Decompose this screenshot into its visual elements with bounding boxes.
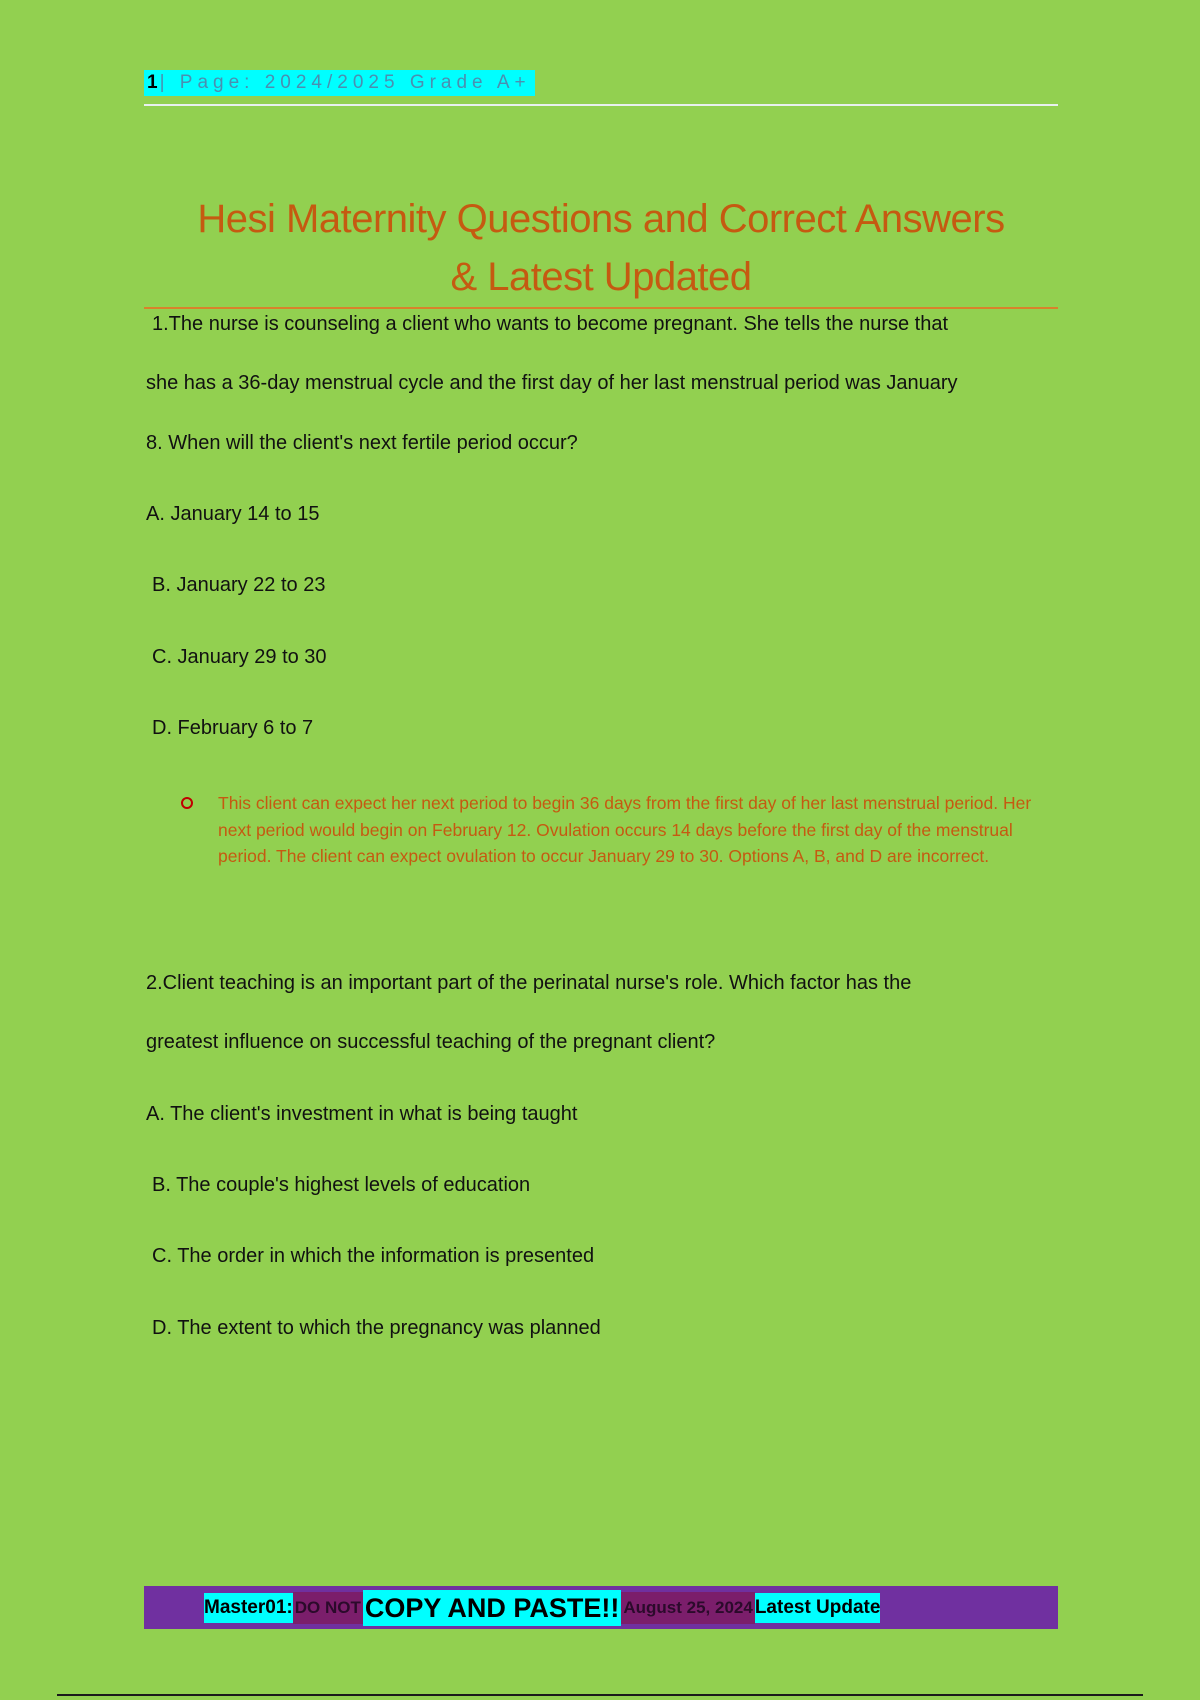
- q1-stem-line-3: 8. When will the client's next fertile period occur?: [146, 432, 578, 454]
- page-bottom-divider: [57, 1694, 1143, 1696]
- q1-rationale: This client can expect her next period to begin 36 days from the first day of her last menstrual period. Her next period would begin on February 12. Ovulation occurs 14 days before the first day of the menstrual period. The client can expect ovulation to occur January 29 to 30. Options A, B, and D are incorrect.: [218, 793, 1032, 866]
- page-header-text: | Page: 2024/2025 Grade A+: [159, 72, 531, 93]
- page-header: [144, 70, 535, 96]
- footer-author: Master01:: [204, 1593, 293, 1623]
- q2-option-b: B. The couple's highest levels of education: [152, 1174, 531, 1196]
- q1-option-d: D. February 6 to 7: [152, 717, 314, 739]
- footer-warning-do-not: DO NOT: [293, 1592, 363, 1624]
- q1-option-b: B. January 22 to 23: [152, 574, 326, 596]
- footer-date: August 25, 2024: [621, 1592, 754, 1624]
- header-divider: [144, 104, 1058, 106]
- document-title: [144, 190, 1058, 306]
- q1-stem-line-1: 1.The nurse is counseling a client who wants to become pregnant. She tells the nurse that: [152, 313, 949, 335]
- footer-banner: [144, 1586, 1058, 1629]
- q1-stem-line-2: she has a 36-day menstrual cycle and the first day of her last menstrual period was January: [146, 372, 958, 394]
- q2-stem-line-1: 2.Client teaching is an important part of the perinatal nurse's role. Which factor has the: [146, 972, 912, 994]
- bullet-icon: [181, 797, 193, 809]
- q1-option-c: C. January 29 to 30: [152, 646, 327, 668]
- q2-option-c: C. The order in which the information is presented: [152, 1245, 595, 1267]
- q2-option-a: A. The client's investment in what is being taught: [146, 1103, 578, 1125]
- footer-latest-update: Latest Update: [755, 1593, 881, 1623]
- page-number: 1: [147, 72, 160, 93]
- title-line-1: Hesi Maternity Questions and Correct Answers: [197, 197, 1005, 241]
- q2-option-d: D. The extent to which the pregnancy was planned: [152, 1317, 601, 1339]
- title-divider: [144, 307, 1058, 309]
- footer-copy-paste: COPY AND PASTE!!: [363, 1590, 622, 1626]
- q1-option-a: A. January 14 to 15: [146, 503, 320, 525]
- q2-stem-line-2: greatest influence on successful teaching of the pregnant client?: [146, 1031, 716, 1053]
- title-line-2: & Latest Updated: [450, 255, 752, 299]
